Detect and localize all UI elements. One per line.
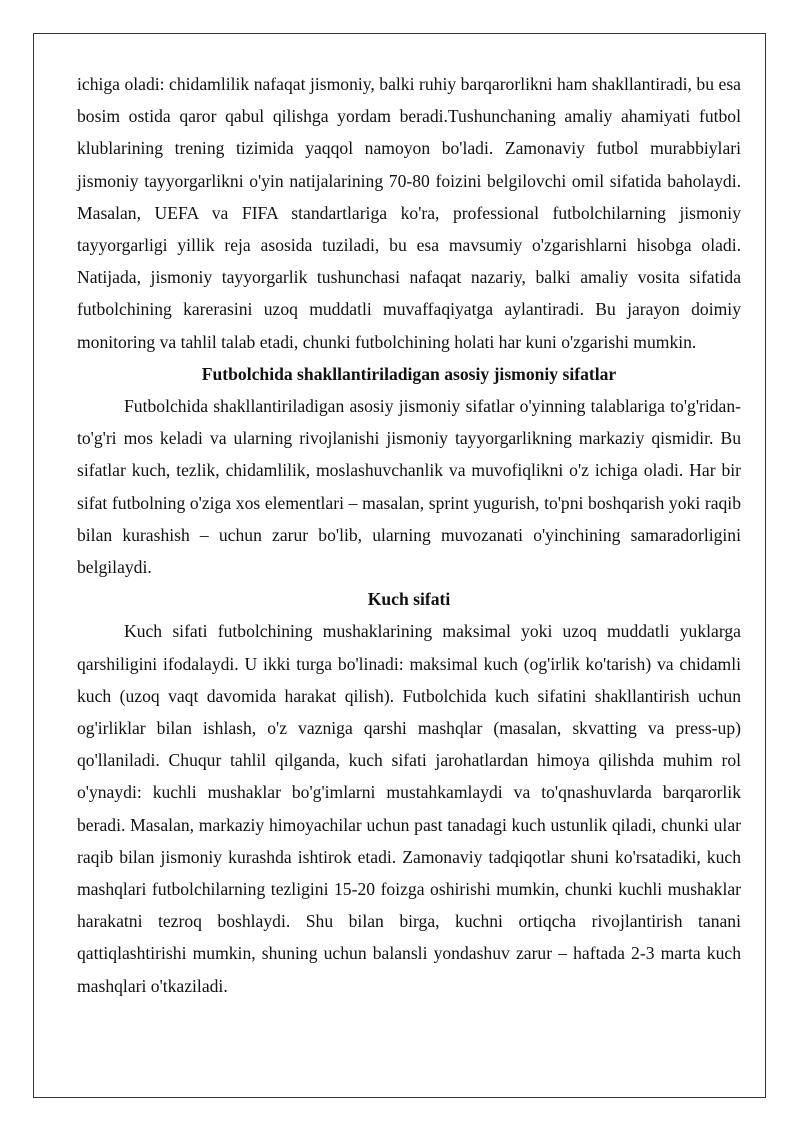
paragraph-strength: Kuch sifati futbolchining mushaklarining maksimal yoki uzoq muddatli yuklarga qarshiligini ifodalaydi. U ikki turga bo'linadi: maksimal kuch (og'irlik ko'tarish) va chidamli kuch (uzoq vaqt davomida harakat qilish). Futbolchida kuch sifatini shakllantirish uchun og'irliklar bilan ishlash, o'z vazniga qarshi mashqlar (masalan, skvatting va press-up) qo'llaniladi. Chuqur tahlil qilganda, kuch sifati jarohatlardan himoya qilishda muhim rol o'ynaydi: kuchli mushaklar bo'g'imlarni mustahkamlaydi va to'qnashuvlarda barqarorlik beradi. Masalan, markaziy himoyachilar uchun past tanadagi kuch ustunlik qiladi, chunki ular raqib bilan jismoniy kurashda ishtirok etadi. Zamonaviy tadqiqotlar shuni ko'rsatadiki, kuch mashqlari futbolchilarning tezligini 15-20 foizga oshirishi mumkin, chunki kuchli mushaklar harakatni tezroq boshlaydi. Shu bilan birga, kuchni ortiqcha rivojlantirish tanani qattiqlashtirishi mumkin, shuning uchun balansli yondashuv zarur – haftada 2-3 marta kuch mashqlari o'tkaziladi. [77, 621, 741, 996]
paragraph-intro-continued: ichiga oladi: chidamlilik nafaqat jismoniy, balki ruhiy barqarorlikni ham shakllantiradi, bu esa bosim ostida qaror qabul qilishga yordam beradi.Tushunchaning amaliy ahamiyati futbol klublarining trening tizimida yaqqol namoyon bo'ladi. Zamonaviy futbol murabbiylari jismoniy tayyorgarlikni o'yin natijalarining 70-80 foizini belgilovchi omil sifatida baholaydi. Masalan, UEFA va FIFA standartlariga ko'ra, professional futbolchilarning jismoniy tayyorgarligi yillik reja asosida tuziladi, bu esa mavsumiy o'zgarishlarni hisobga oladi. Natijada, jismoniy tayyorgarlik tushunchasi nafaqat nazariy, balki amaliy vosita sifatida futbolchining karerasini uzoq muddatli muvaffaqiyatga aylantiradi. Bu jarayon doimiy monitoring va tahlil talab etadi, chunki futbolchining holati har kuni o'zgarishi mumkin. [77, 74, 741, 352]
section-heading-strength: Kuch sifati [367, 589, 451, 610]
document-body [77, 68, 741, 1002]
paragraph-physical-qualities: Futbolchida shakllantiriladigan asosiy jismoniy sifatlar o'yinning talablariga to'g'ridan-to'g'ri mos keladi va ularning rivojlanishi jismoniy tayyorgarlikning markaziy qismidir. Bu sifatlar kuch, tezlik, chidamlilik, moslashuvchanlik va muvofiqlikni o'z ichiga oladi. Har bir sifat futbolning o'ziga xos elementlari – masalan, sprint yugurish, to'pni boshqarish yoki raqib bilan kurashish – uchun zarur bo'lib, ularning muvozanati o'yinchining samaradorligini belgilaydi. [77, 396, 741, 578]
section-heading-physical-qualities: Futbolchida shakllantiriladigan asosiy jismoniy sifatlar [201, 363, 617, 384]
